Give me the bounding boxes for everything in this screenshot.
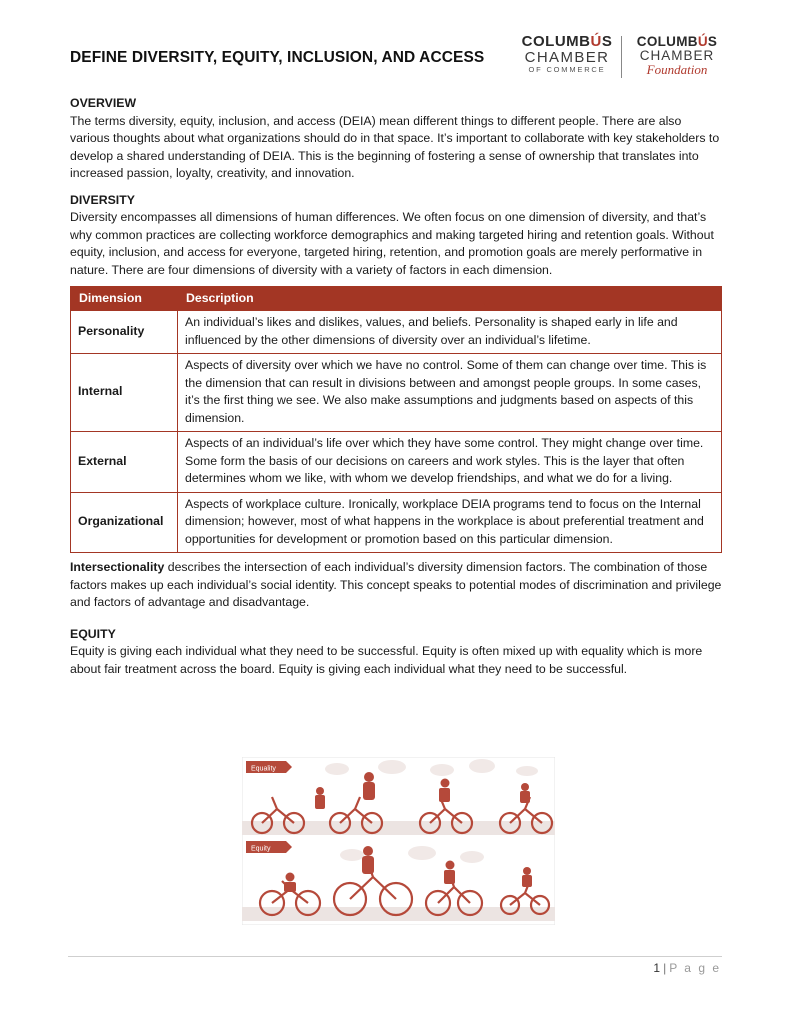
description-cell: An individual’s likes and dislikes, values, and beliefs. Personality is shaped early in life and influenced by the other dimensions of diversity over an individual’s lifetime. [178, 311, 722, 354]
diversity-section [70, 192, 722, 280]
table-header-row [71, 287, 722, 311]
logos [517, 34, 723, 80]
table-row [71, 354, 722, 432]
dimension-cell: Internal [71, 354, 178, 432]
equity-section [70, 626, 722, 679]
diversity-heading: DIVERSITY [70, 192, 135, 207]
intersectionality-section [70, 559, 722, 612]
equity-heading: EQUITY [70, 626, 116, 641]
dimension-cell: Organizational [71, 492, 178, 553]
illustration-svg [242, 757, 555, 925]
table-row [71, 311, 722, 354]
columbus-chamber-logo: COLUMBÚS CHAMBER OF COMMERCE [521, 33, 613, 74]
document-title: DEFINE DIVERSITY, EQUITY, INCLUSION, AND ACCESS [70, 49, 485, 66]
header-description: Description [178, 287, 722, 311]
page-number: 1 [653, 961, 661, 975]
overview-text: The terms diversity, equity, inclusion, and access (DEIA) mean different things to different people. There are also various thoughts about what organizations should do in that space. It’s important to collaborate with key stakeholders to develop a shared understanding of DEIA. This is the beginning of fostering a sense of ownership that translates into increased passion, loyalty, creativity, and innovation. [70, 113, 720, 180]
table-row [71, 492, 722, 553]
description-cell: Aspects of an individual’s life over which they have some control. They might change over time. Some form the basis of our decisions on careers and work styles. This is the layer that often determines whom we like, with whom we develop friendships, and what we do for a living. [178, 432, 722, 493]
overview-heading: OVERVIEW [70, 96, 137, 110]
equity-label: Equity [251, 845, 271, 853]
document-body [70, 95, 722, 687]
logo-divider [621, 36, 622, 78]
page-word: P a g e [669, 961, 721, 975]
intersectionality-term: Intersectionality [70, 560, 165, 574]
overview-section [70, 95, 722, 183]
description-cell: Aspects of workplace culture. Ironically, workplace DEIA programs tend to focus on the Internal dimension; however, most of what happens in the workplace is about preferential treatment and opportunities for development or promotion based on this particular dimension. [178, 492, 722, 553]
table-row [71, 432, 722, 493]
equality-label: Equality [251, 765, 276, 773]
footer-divider [68, 956, 722, 957]
diversity-text: Diversity encompasses all dimensions of human differences. We often focus on one dimension of diversity, and that’s why common practices are collecting workforce demographics and making targeted hiring and retention goals. Without equity, inclusion, and access for everyone, targeted hiring, retention, and promotion goals are merely performative in nature. There are four dimensions of diversity with a variety of factors in each dimension. [70, 210, 714, 277]
intersectionality-text: describes the intersection of each individual’s diversity dimension factors. The combination of those factors makes up each individual’s social identity. This concept speaks to potential modes of discrimination and privilege and factors of advantage and disadvantage. [70, 560, 722, 609]
page-footer: 1 | P a g e [653, 961, 721, 975]
columbus-chamber-foundation-logo: COLUMBÚS CHAMBER Foundation [636, 34, 718, 77]
equity-text: Equity is giving each individual what they need to be successful. Equity is often mixed up with equality which is more about fair treatment across the board. Equity is giving each individual what they need to be successful. [70, 644, 703, 676]
description-cell: Aspects of diversity over which we have no control. Some of them can change over time. This is the dimension that can result in divisions between and amongst people groups. In some cases, it’s the first thing we see. We also make assumptions and judgments based on aspects of this dimension. [178, 354, 722, 432]
equality-equity-illustration [242, 757, 555, 925]
dimensions-table [70, 286, 722, 553]
header-dimension: Dimension [71, 287, 178, 311]
dimension-cell: External [71, 432, 178, 493]
dimension-cell: Personality [71, 311, 178, 354]
